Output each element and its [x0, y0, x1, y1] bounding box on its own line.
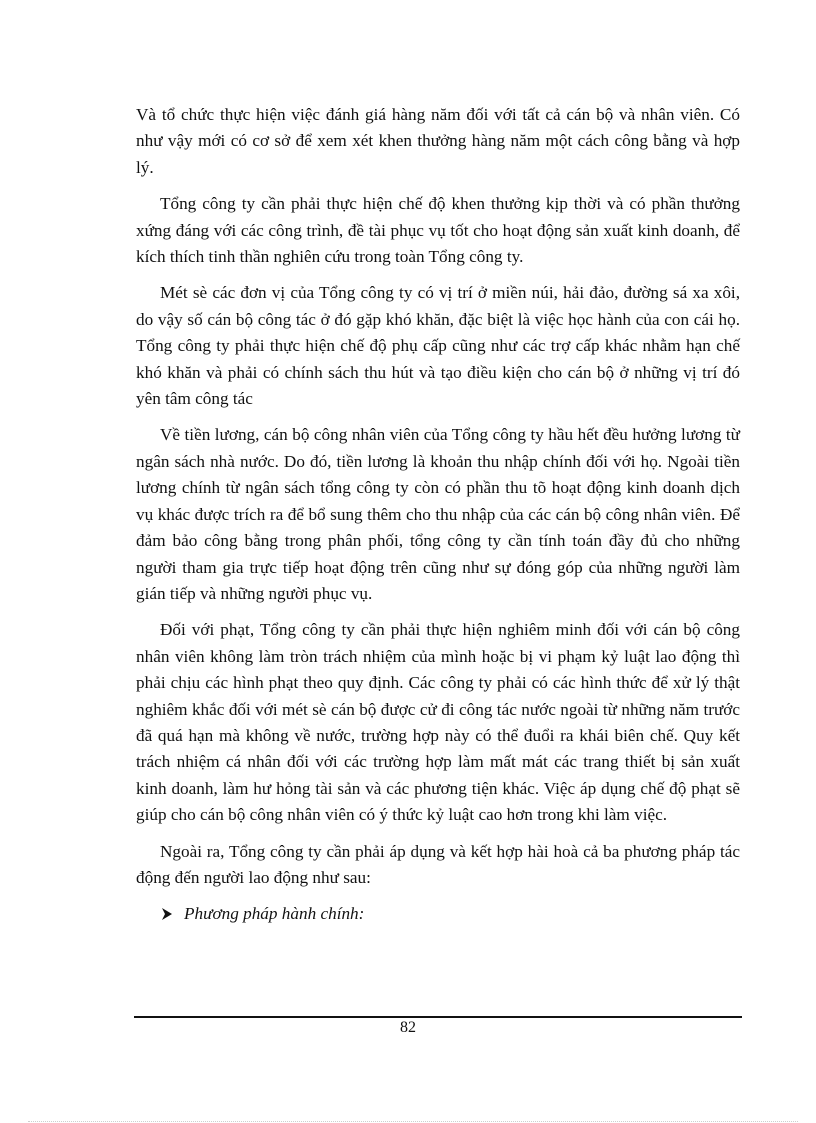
paragraph-6: Ngoài ra, Tổng công ty cần phải áp dụng và kết hợp hài hoà cả ba phương pháp tác động đến người lao động như sau:: [136, 841, 740, 887]
bullet-item: [162, 901, 740, 927]
paragraph-1: Và tổ chức thực hiện việc đánh giá hàng năm đối với tất cả cán bộ và nhân viên. Có như vậy mới có cơ sở để xem xét khen thưởng hàng năm một cách công bằng và hợp lý.: [136, 105, 740, 177]
bullet-label: Phương pháp hành chính:: [184, 904, 365, 924]
paragraph-3: Mét sè các đơn vị của Tổng công ty có vị trí ở miền núi, hải đảo, đường sá xa xôi, do vậy số cán bộ công tác ở đó gặp khó khăn, đặc biệt là việc học hành của con cái họ. Tổng công ty phải thực hiện chế độ phụ cấp cũng như các trợ cấp khác nhằm hạn chế khó khăn và phải có chính sách thu hút và tạo điều kiện cho cán bộ ở những vị trí đó yên tâm công tác: [136, 283, 740, 409]
page-bottom-border: [28, 1121, 798, 1122]
arrow-bullet-icon: [162, 902, 172, 914]
paragraph-2: Tổng công ty cần phải thực hiện chế độ khen thưởng kịp thời và có phần thưởng xứng đáng với các công trình, đề tài phục vụ tốt cho hoạt động sản xuất kinh doanh, để kích thích tinh thần nghiên cứu trong toàn Tổng công ty.: [136, 194, 740, 267]
page-body: [136, 102, 740, 927]
page-number: 82: [400, 1019, 416, 1036]
paragraph-5: Đối với phạt, Tổng công ty cần phải thực hiện nghiêm minh đối với cán bộ công nhân viên không làm tròn trách nhiệm của mình hoặc bị vi phạm kỷ luật lao động thì phải chịu các hình phạt theo quy định. Các công ty phải có các hình thức để xử lý thật nghiêm khắc đối với mét sè cán bộ được cử đi công tác nước ngoài từ những năm trước đã quá hạn mà không về nước, trường hợp này có thể đuổi ra khái biên chế. Quy kết trách nhiệm cá nhân đối với các trường hợp làm mất mát các trang thiết bị sản xuất kinh doanh, làm hư hỏng tài sản và các phương tiện khác. Việc áp dụng chế độ phạt sẽ giúp cho cán bộ công nhân viên có ý thức kỷ luật cao hơn trong khi làm việc.: [136, 620, 740, 825]
paragraph-4: Về tiền lương, cán bộ công nhân viên của Tổng công ty hầu hết đều hưởng lương từ ngân sách nhà nước. Do đó, tiền lương là khoản thu nhập chính đối với họ. Ngoài tiền lương chính từ ngân sách tổng công ty còn có phần thu tõ hoạt động kinh doanh dịch vụ khác được trích ra để bổ sung thêm cho thu nhập của các cán bộ công nhân viên. Để đảm bảo công bằng trong phân phối, tổng công ty cần tính toán đầy đủ cho những người tham gia trực tiếp hoạt động trên cũng như sự đóng góp của những người làm gián tiếp và những người phục vụ.: [136, 425, 740, 603]
